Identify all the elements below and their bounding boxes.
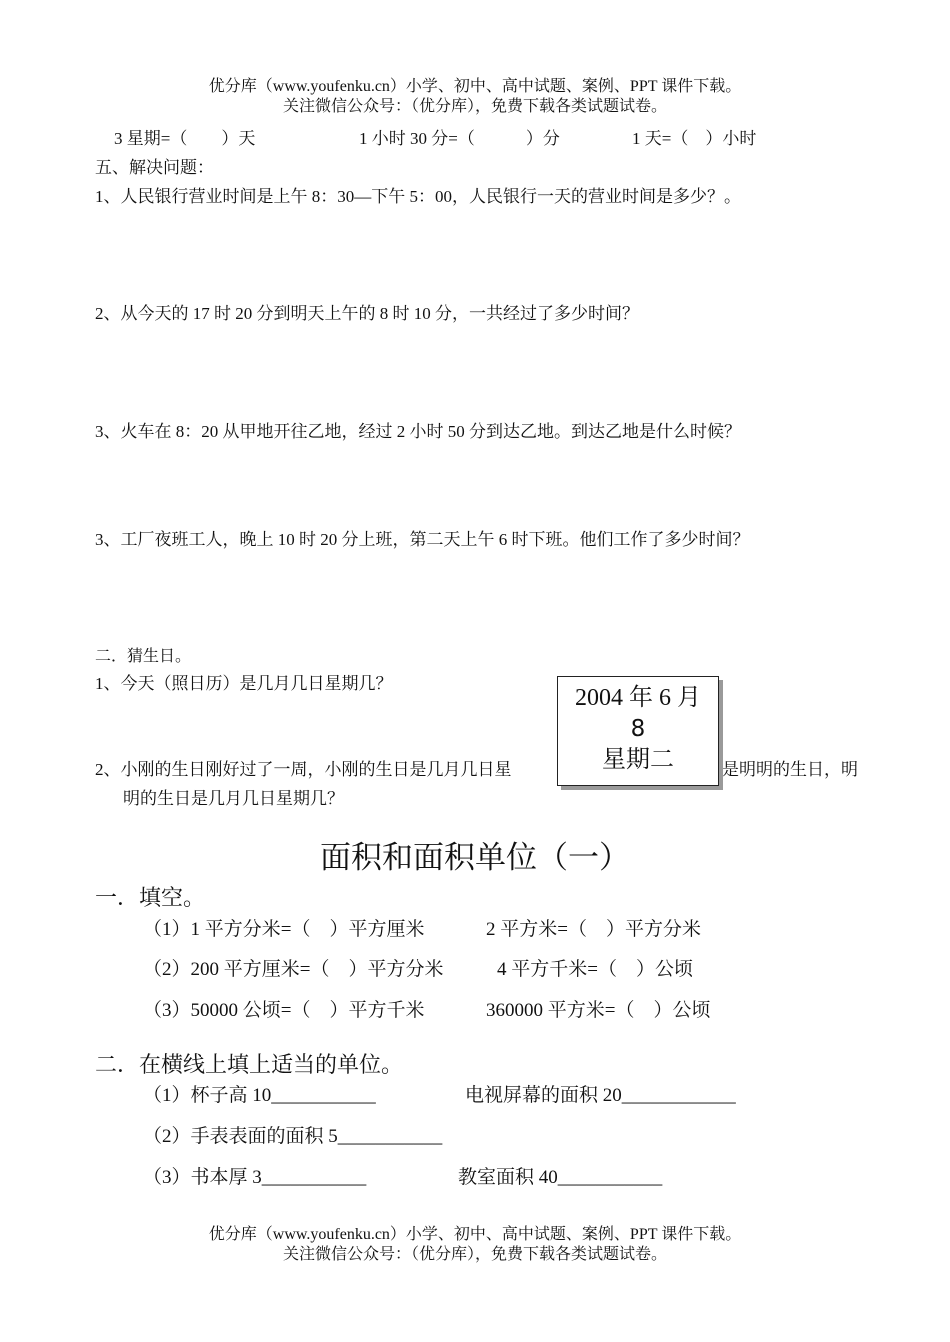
fill-heading: 一．填空。 — [95, 886, 206, 911]
fill-row-1-left: （1）1 平方分米=（ ）平方厘米 — [143, 919, 425, 940]
calendar-weekday: 星期二 — [602, 747, 674, 773]
unit-row-1-left: （1）杯子高 10___________ — [143, 1085, 376, 1106]
fill-row-2-right: 4 平方千米=（ ）公顷 — [497, 959, 693, 980]
fill-row-3-right: 360000 平方米=（ ）公顷 — [486, 1000, 711, 1021]
unit-row-3-left: （3）书本厚 3___________ — [143, 1167, 367, 1188]
unit-heading: 二．在横线上填上适当的单位。 — [95, 1053, 404, 1078]
fill-day-hours: 1 天=（ ）小时 — [632, 129, 757, 148]
calendar-year-month: 2004 年 6 月 — [575, 685, 701, 711]
fill-row-3-left: （3）50000 公顷=（ ）平方千米 — [143, 1000, 425, 1021]
birthday-question-2-left: 2、小刚的生日刚好过了一周，小刚的生日是几月几日星 — [95, 760, 512, 779]
fill-row-2-left: （2）200 平方厘米=（ ）平方分米 — [143, 959, 444, 980]
unit-row-2-left: （2）手表表面的面积 5___________ — [143, 1126, 443, 1147]
unit-row-1-right: 电视屏幕的面积 20____________ — [465, 1085, 736, 1106]
header-line-1: 优分库（www.youfenku.cn）小学、初中、高中试题、案例、PPT 课件下载。 — [208, 78, 742, 95]
birthday-question-2-right: 是明明的生日，明 — [722, 760, 858, 779]
fill-week-days: 3 星期=（ ）天 — [114, 129, 256, 148]
header-line-2: 关注微信公众号：（优分库），免费下载各类试题试卷。 — [282, 98, 667, 115]
problem-4: 3、工厂夜班工人，晚上 10 时 20 分上班，第二天上午 6 时下班。他们工作了多少时间？ — [95, 530, 750, 549]
footer-line-1: 优分库（www.youfenku.cn）小学、初中、高中试题、案例、PPT 课件下载。 — [208, 1226, 742, 1243]
birthday-heading: 二．猜生日。 — [95, 646, 192, 665]
problem-3: 3、火车在 8：20 从甲地开往乙地，经过 2 小时 50 分到达乙地。到达乙地是什么时候？ — [95, 422, 741, 441]
birthday-question-2-cont: 明的生日是几月几日星期几？ — [123, 789, 344, 808]
section-5-heading: 五、解决问题： — [95, 158, 214, 177]
area-title: 面积和面积单位（一） — [320, 840, 630, 876]
fill-hour-minutes: 1 小时 30 分=（ ）分 — [359, 129, 560, 148]
unit-row-3-right: 教室面积 40___________ — [458, 1167, 663, 1188]
calendar-box — [557, 676, 719, 786]
calendar-day: 8 — [630, 716, 646, 742]
problem-1: 1、人民银行营业时间是上午 8：30—下午 5：00，人民银行一天的营业时间是多少？。 — [95, 187, 741, 206]
fill-row-1-right: 2 平方米=（ ）平方分米 — [486, 919, 701, 940]
birthday-question-1: 1、今天（照日历）是几月几日星期几？ — [95, 674, 393, 693]
problem-2: 2、从今天的 17 时 20 分到明天上午的 8 时 10 分，一共经过了多少时间？ — [95, 304, 639, 323]
footer-line-2: 关注微信公众号：（优分库），免费下载各类试题试卷。 — [282, 1246, 667, 1263]
